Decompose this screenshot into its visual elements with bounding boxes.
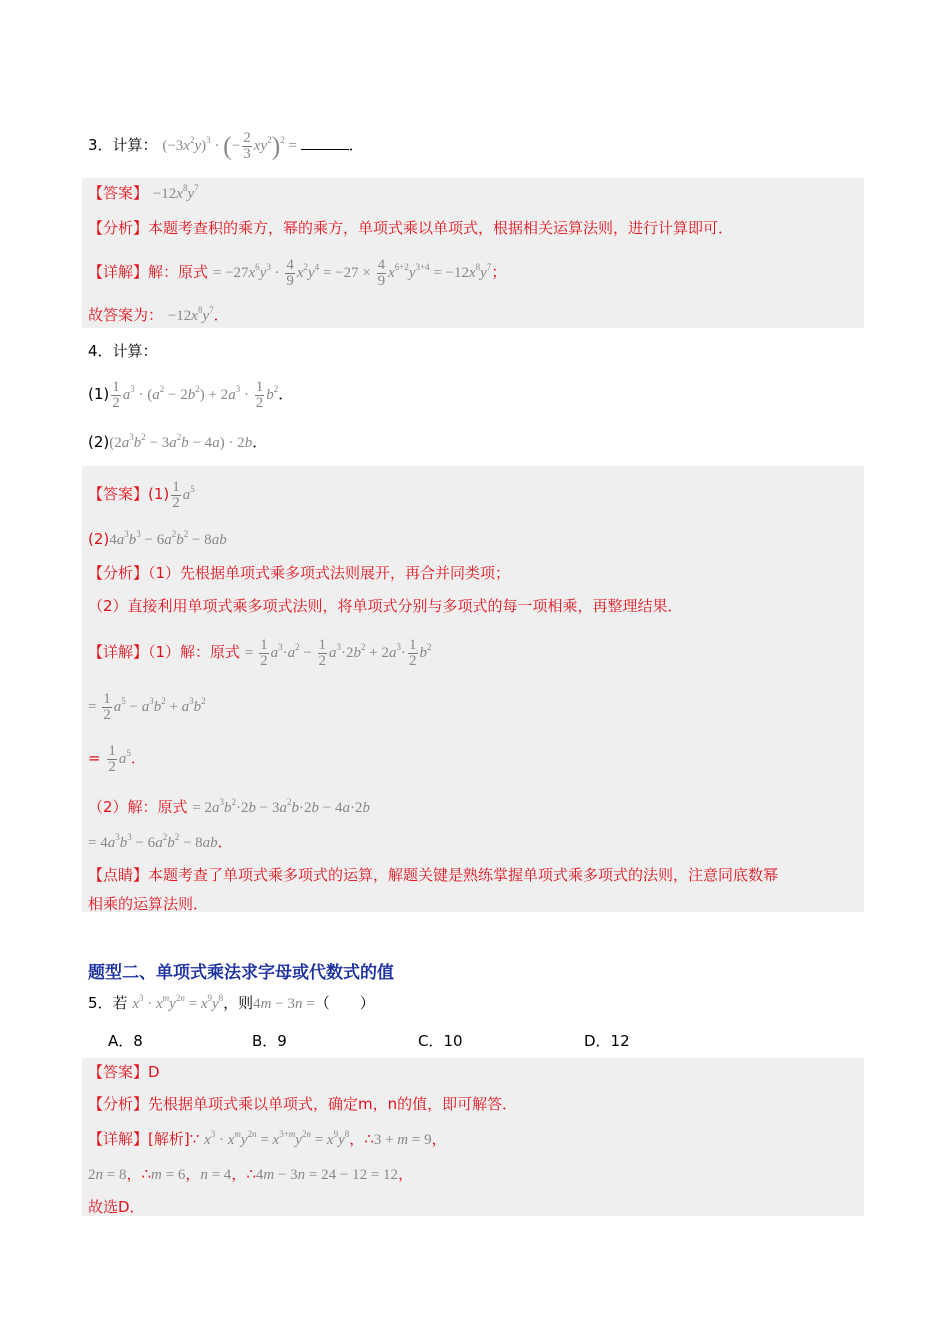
q4-part1: (1) $\frac{1}{2}$ $a^3 \cdot (a^2 - 2b^2) + 2a^3$ · $\frac{1}{2}$ $b^2$． <box>88 379 294 411</box>
q4-remark1: 【点睛】本题考查了单项式乘多项式的运算，解题关键是熟练掌握单项式乘多项式的法则，注意同底数幂 <box>88 866 779 884</box>
q5-option-c[interactable]: C．10 <box>418 1032 463 1050</box>
q3-detail: 【详解】解：原式 = $-27x^6y^3$ · $\frac{4}{9}$ $x^2y^4 = -27$ × $\frac{4}{9}$ $x^{6+2}y^{3+4} = -12x^8y^7$； <box>88 257 507 289</box>
q5-conclusion: 故选D． <box>88 1198 145 1216</box>
q4-question <box>88 340 158 362</box>
q4-answer2: $(2)4a^3b^3 - 6a^2b^2 - 8ab$ <box>88 529 227 548</box>
q4-analysis1: 【分析】（1）先根据单项式乘多项式法则展开，再合并同类项； <box>88 564 511 582</box>
q5-answer: 【答案】D <box>88 1063 160 1081</box>
q4-detail1-step3: = $\frac{1}{2}$ $a^5$． <box>88 743 146 775</box>
q5-question: 5．若 $x^3 \cdot x^my^{2n} = x^9y^8$，则4m − 3n =（ ） <box>88 993 375 1012</box>
q3-analysis <box>88 217 733 239</box>
q4-detail2-step2: = $4a^3b^3 - 6a^2b^2 - 8ab$． <box>88 832 233 851</box>
q3-detail-math: = $-27x^6y^3$ · $\frac{4}{9}$ $x^2y^4 = -27$ × $\frac{4}{9}$ $x^{6+2}y^{3+4} = -12x^8y^7$ <box>212 257 492 289</box>
q4-detail1-step2: = $\frac{1}{2}$ $a^5 - a^3b^2 + a^3b^2$ <box>88 691 206 723</box>
q3-detail-prefix: 解：原式 <box>148 262 209 281</box>
answer-label: 【答案】 <box>88 184 149 202</box>
q4-number: 4．计算： <box>88 342 158 360</box>
q3-conclusion-text: 故答案为： <box>88 306 164 324</box>
q4-detail2: （2）解：原式 = $2a^3b^2\cdot 2b - 3a^2b\cdot 2b - 4a\cdot 2b$ <box>88 797 370 816</box>
q3-conclusion: 故答案为： $-12x^8y^7$． <box>88 305 229 324</box>
q5-option-a[interactable]: A．8 <box>108 1032 143 1050</box>
q5-detail: 【详解】[解析]∵ $x^3 \cdot x^my^{2n} = x^{3+m}y^{2n} = x^9y^8$，∴3 + m = 9， <box>88 1129 447 1148</box>
q5-analysis: 【分析】先根据单项式乘以单项式，确定m，n的值，即可解答． <box>88 1095 518 1113</box>
q3-answer-math: $-12x^8y^7$ <box>152 183 199 202</box>
q4-part2: $(2)(2a^3b^2 - 3a^2b - 4a) \cdot 2b$． <box>88 432 268 451</box>
q5-option-d[interactable]: D．12 <box>584 1032 630 1050</box>
q5-option-b[interactable]: B．9 <box>252 1032 287 1050</box>
q3-number: 3．计算： <box>88 135 158 154</box>
q3-analysis-text: 本题考查积的乘方，幂的乘方，单项式乘以单项式，根据相关运算法则，进行计算即可． <box>148 219 734 237</box>
section-title: 题型二、单项式乘法求字母或代数式的值 <box>88 963 394 983</box>
detail-label: 【详解】 <box>88 262 149 281</box>
q3-question: 3．计算： $(-3x^2y)^3$ · (− $\frac{2}{3}$ $xy^2)^2$ = ． <box>88 130 364 162</box>
q4-analysis2: （2）直接利用单项式乘多项式法则，将单项式分别与多项式的每一项相乘，再整理结果． <box>88 597 683 615</box>
q5-detail-step2: 2n = 8，∴m = 6，n = 4，∴4m − 3n = 24 − 12 = 12， <box>88 1165 414 1183</box>
q4-answer1: 【答案】(1) $\frac{1}{2}$ $a^5$ <box>88 479 195 511</box>
q3-expression: $(-3x^2y)^3$ · (− $\frac{2}{3}$ $xy^2)^2$ = <box>162 130 301 162</box>
q3-answer <box>88 182 199 205</box>
q3-answer-blank[interactable] <box>301 135 349 150</box>
q4-detail1: 【详解】（1）解：原式 = $\frac{1}{2}$ $a^3\cdot a^2$ − $\frac{1}{2}$ $a^3\cdot 2b^2 + 2a^3\cdot$ $\frac{1}{2}$ $b^2$ <box>88 637 432 669</box>
analysis-label: 【分析】 <box>88 219 149 237</box>
q4-remark2: 相乘的运算法则． <box>88 895 209 913</box>
